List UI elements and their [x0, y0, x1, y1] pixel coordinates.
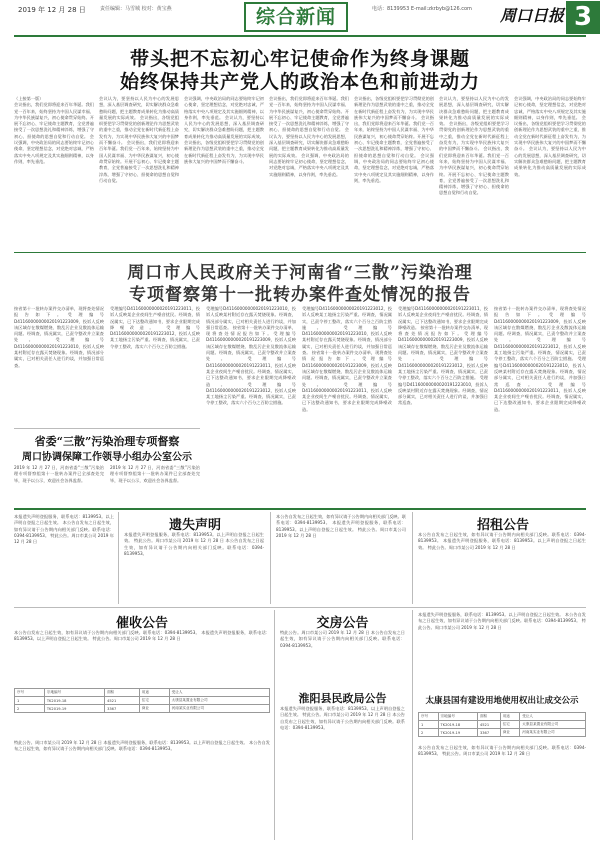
lead-para: 会议指出，各级党组织要把学习贯彻党的创新理论作为思想武装的重中之重，推动全党在新时代新征程上奋发有为，为实现中华民族伟大复兴的中国梦而不懈奋斗。: [99, 114, 179, 146]
collect-notice-title: 催收公告: [115, 616, 168, 631]
lead-para: 会议强调，中央政治局的同志要始终牢记初心使命，坚定理想信念，对党绝对忠诚，严格落实中央八项规定及其实施细则精神，以身作则，率先垂范。: [514, 96, 586, 120]
issue-date: 2019 年 12 月 28 日: [18, 6, 86, 14]
notice-rule: [14, 428, 200, 429]
lead-para: 会议强调，中央政治局的同志要始终牢记初心使命，坚定理想信念，对党绝对忠诚，严格落实中央八项规定及其实施细则精神，以身作则，率先垂范。: [14, 133, 94, 164]
lead-para: 会议强调，中央政治局的同志要始终牢记初心使命，坚定理想信念，对党绝对忠诚，严格落实中央八项规定及其实施细则精神，以身作则，率先垂范。: [269, 152, 349, 177]
ad-text: 本报遗失声明登报服务，联系电话：8139953。以上声明自登报之日起生效。: [14, 514, 114, 526]
table-header-cell: 面积: [477, 713, 500, 721]
ad-text: 特此公告。周口市某公司 2019 年 12 月 28 日: [280, 630, 370, 635]
ad-text: 特此公告。周口市某公司 2019 年 12 月 28 日: [92, 636, 181, 642]
ad-text: 本报遗失声明登报服务，联系电话：8139953。以上声明自登报之日起生效。: [14, 630, 270, 642]
classified-divider-2: [14, 607, 586, 608]
bid-notice-body: [418, 532, 586, 604]
table-cell: 2: [15, 705, 45, 713]
report-para: 受理编号D41160000000020191223011，投诉人反映某企业夜间生产噪音扰民。经调查，情况属实，已下达整改通知书，要求企业限期完成降噪改造。: [206, 356, 296, 387]
lead-column-3: [184, 96, 264, 246]
table-row: [419, 721, 586, 729]
lead-para: 会议认为，要坚持以人民为中心的发展思想，深入基层调查研究，切实解决群众急难愁盼问题，把主题教育成果转化为推动高质量发展的实际成效。: [269, 127, 349, 158]
report-column-3: [206, 306, 296, 506]
lead-para: 会议指出，我们党即将迎来百年华诞。我们党一百年来，始终坚持为中国人民谋幸福、为中华民族谋复兴，初心使命贯穿始终。开展不忘初心、牢记使命主题教育，全党普遍接受了一次思想洗礼和精神淬炼，增强了守初心、担使命的思想自觉和行动自觉。: [269, 96, 349, 133]
ad-text: 本报遗失声明登报服务，联系电话：8139953。以上声明自登报之日起生效。: [124, 532, 264, 544]
table-cell: TK2019-19: [44, 705, 104, 713]
ad-text: 本报遗失声明登报服务，联系电话：8139953。以上声明自登报之日起生效。: [418, 612, 564, 617]
collect-table: [14, 688, 270, 713]
ad-text: 本公告自发布之日起生效，如有异议请于公告期内向相关部门反映。联系电话：0394-8139953。: [280, 712, 405, 730]
report-para: 受理编号D41160000000020191223011，投诉人反映某企业夜间生产噪音扰民。经调查，情况属实，已下达整改通知书，要求企业限期完成降噪改造。: [110, 306, 200, 330]
table-header-cell: 用途: [139, 689, 169, 697]
lead-para: 会议认为，要坚持以人民为中心的发展思想，深入基层调查研究，切实解决群众急难愁盼问题，把主题教育成果转化为推动高质量发展的实际成效。: [514, 146, 586, 177]
ad-text: 特此公告。周口市某公司 2019 年 12 月 28 日: [14, 740, 102, 745]
report-title-line1: 周口市人民政府关于河南省“三散”污染治理: [127, 263, 473, 283]
land-table: [418, 712, 586, 737]
column-rule: [270, 512, 271, 604]
newspaper-logo: 周口日报: [500, 6, 565, 25]
lead-intro: （上接第一版）: [14, 96, 44, 101]
table-header-cell: 用途: [500, 713, 520, 721]
table-cell: TK2019-18: [44, 697, 104, 705]
ad-text: 本公告自发布之日起生效，如有异议请于公告期内向相关部门反映。联系电话：0394-8139953。: [276, 514, 406, 526]
office-notice-text: 2019 年 12 月 27 日，河南省委“三散”污染治理专项督察组第十一批转办案件已全部查处完毕，现予以公示，欢迎社会各界监督。: [14, 465, 104, 483]
table-header-cell: 面积: [105, 689, 140, 697]
ad-text: 本公告自发布之日起生效，如有异议请于公告期内向相关部门反映。联系电话：0394-8139953。: [280, 630, 405, 648]
table-cell: 河南某实业有限公司: [520, 729, 586, 737]
lead-para: 会议指出，我们党即将迎来百年华诞。我们党一百年来，始终坚持为中国人民谋幸福、为中华民族谋复兴，初心使命贯穿始终。开展不忘初心、牢记使命主题教育，全党普遍接受了一次思想洗礼和精神淬炼，增强了守初心、担使命的思想自觉和行动自觉。: [439, 146, 509, 196]
ad-text: 本公告自发布之日起生效，如有异议请于公告期内向相关部门反映。联系电话：0394-8139953。: [14, 630, 200, 635]
lead-para: 会议强调，中央政治局的同志要始终牢记初心使命，坚定理想信念，对党绝对忠诚，严格落实中央八项规定及其实施细则精神，以身作则，率先垂范。: [354, 152, 434, 183]
bid-notice-title: 招租公告: [476, 518, 529, 533]
table-header-cell: 序号: [419, 713, 439, 721]
report-para: 按省第十一批转办案件交办清单，现将查处情况报告如下。受理编号D41160000000020191223009，投诉人反映该区域存在散煤燃烧、散乱污企业及散流体运输问题。经调查，情况属实，已责令整改并立案查处。: [302, 350, 392, 387]
lost-notice-title: 遗失声明: [168, 518, 221, 533]
lead-column-4: [269, 96, 349, 246]
report-para: 受理编号D41160000000020191223012，投诉人反映某工地扬尘污染严重。经调查，情况属实，已责令停工整改，落实六个百分之百防尘措施。: [110, 324, 200, 349]
lead-title-line1: 带头把不忘初心牢记使命作为终身课题: [129, 48, 470, 70]
ad-text: 本公告自发布之日起生效，如有异议请于公告期内向相关部门反映。联系电话：0394-8139953。: [14, 740, 270, 752]
report-para: 受理编号D41160000000020191223011，投诉人反映某企业夜间生产噪音扰民。经调查，情况属实，已下达整改通知书，要求企业限期完成降噪改造。: [398, 306, 488, 330]
table-header-row: [15, 689, 270, 697]
column-rule: [118, 512, 119, 604]
civil-notice-body: [280, 706, 405, 836]
lead-para: 会议强调，中央政治局的同志要始终牢记初心使命，坚定理想信念，对党绝对忠诚，严格落实中央八项规定及其实施细则精神，以身作则，率先垂范。: [184, 96, 264, 120]
column-rule: [412, 610, 413, 840]
report-para: 受理编号D41160000000020191223010，投诉人反映某村附近存在露天焚烧现象。经调查，情况部分属实，已对相关责任人进行约谈，并加强日常巡查。: [398, 375, 488, 406]
lead-column-5: [354, 96, 434, 246]
report-para: 受理编号D41160000000020191223010，投诉人反映某村附近存在露天焚烧现象。经调查，情况部分属实，已对相关责任人进行约谈，并加强日常巡查。: [302, 324, 392, 356]
report-column-6: [494, 306, 586, 506]
ad-text: 特此公告。周口市某公司 2019 年 12 月 28 日: [14, 532, 114, 545]
transfer-notice-title: 交房公告: [316, 616, 369, 631]
table-cell: 2: [419, 729, 439, 737]
report-column-2: [110, 306, 200, 424]
table-cell: 河南某实业有限公司: [169, 705, 269, 713]
table-header-cell: 受让人: [169, 689, 269, 697]
report-para: 受理编号D41160000000020191223012，投诉人反映某工地扬尘污染严重。经调查，情况属实，已责令停工整改，落实六个百分之百防尘措施。: [398, 356, 488, 381]
ad-text: 特此公告。周口市某公司 2019 年 12 月 28 日: [276, 526, 406, 538]
office-notice-title2: 周口协调保障工作领导小组办公室公示: [22, 452, 192, 463]
bid-notice-continued: [418, 612, 586, 692]
ad-text: 特此公告。周口市某公司 2019 年 12 月 28 日: [427, 544, 516, 550]
land-notice-body: [418, 745, 586, 835]
table-cell: 4521: [105, 697, 140, 705]
report-para: 按省第十一批转办案件交办清单，现将查处情况报告如下。受理编号D41160000000020191223009，投诉人反映该区域存在散煤燃烧、散乱污企业及散流体运输问题。经调查，情况属实，已责令整改并立案查处。: [206, 324, 296, 362]
transfer-notice-body: [280, 630, 405, 680]
lead-para: 会议指出，我们党即将迎来百年华诞。我们党一百年来，始终坚持为中国人民谋幸福、为中华民族谋复兴，初心使命贯穿始终。开展不忘初心、牢记使命主题教育，全党普遍接受了一次思想洗礼和精神淬炼，增强了守初心、担使命的思想自觉和行动自觉。: [14, 102, 94, 139]
lead-column-1: [14, 96, 94, 246]
table-cell: 1: [419, 721, 439, 729]
column-rule: [274, 610, 275, 840]
table-header-cell: 宗地编号: [44, 689, 104, 697]
lead-para: 会议指出，各级党组织要把学习贯彻党的创新理论作为思想武装的重中之重，推动全党在新时代新征程上奋发有为，为实现中华民族伟大复兴的中国梦而不懈奋斗。: [354, 96, 434, 120]
ad-text: 特此公告。周口市某公司 2019 年 12 月 28 日: [418, 618, 586, 630]
ad-text: 特此公告。周口市某公司 2019 年 12 月 28 日: [134, 538, 225, 544]
lost-notice-body: [124, 532, 264, 604]
section-title: 综合新闻: [244, 2, 348, 32]
report-para: 受理编号D41160000000020191223010，投诉人反映某村附近存在露天焚烧现象。经调查，情况部分属实，已对相关责任人进行约谈，并加强日常巡查。: [206, 306, 296, 330]
table-header-cell: 宗地编号: [438, 713, 477, 721]
ad-text: 本公告自发布之日起生效，如有异议请于公告期内向相关部门反映。联系电话：0394-8139953。: [124, 538, 264, 556]
table-row: [15, 705, 270, 713]
ad-column-1: [14, 514, 114, 604]
lead-para: 会议指出，各级党组织要把学习贯彻党的创新理论作为思想武装的重中之重，推动全党在新时代新征程上奋发有为，为实现中华民族伟大复兴的中国梦而不懈奋斗。: [514, 114, 586, 152]
office-notice-title1: 省委“三散”污染治理专项督察: [34, 435, 180, 448]
ad-text: 本公告自发布之日起生效，如有异议请于公告期内向相关部门反映。联系电话：0394-8139953。: [14, 520, 114, 538]
table-cell: 商业: [139, 705, 169, 713]
ad-column-3: [276, 514, 406, 604]
office-notice-text: 2019 年 12 月 27 日，河南省委“三散”污染治理专项督察组第十一批转办案件已全部查处完毕，现予以公示，欢迎社会各界监督。: [110, 465, 200, 483]
editor-info: 责任编辑：马雪城 校对：黄宝燕: [100, 6, 172, 12]
table-cell: 商业: [500, 729, 520, 737]
lead-para: 会议指出，我们党即将迎来百年华诞。我们党一百年来，始终坚持为中国人民谋幸福、为中华民族谋复兴，初心使命贯穿始终。开展不忘初心、牢记使命主题教育，全党普遍接受了一次思想洗礼和精神淬炼，增强了守初心、担使命的思想自觉和行动自觉。: [354, 114, 434, 158]
table-row: [419, 729, 586, 737]
page-header: [0, 0, 600, 36]
ad-text: 特此公告。周口市某公司 2019 年 12 月 28 日: [442, 751, 531, 757]
report-para: 受理编号D41160000000020191223011，投诉人反映某企业夜间生产噪音扰民。经调查，情况属实，已下达整改通知书，要求企业限期完成降噪改造。: [494, 381, 586, 412]
lead-para: 会议认为，要坚持以人民为中心的发展思想，深入基层调查研究，切实解决群众急难愁盼问题，把主题教育成果转化为推动高质量发展的实际成效。: [99, 96, 179, 120]
report-para: 按省第十一批转办案件交办清单，现将查处情况报告如下。受理编号D41160000000020191223009，投诉人反映该区域存在散煤燃烧、散乱污企业及散流体运输问题。经调查，情况属实，已责令整改并立案查处。: [14, 306, 104, 343]
section-divider: [14, 252, 586, 253]
report-para: 受理编号D41160000000020191223012，投诉人反映某工地扬尘污染严重。经调查，情况属实，已责令停工整改，落实六个百分之百防尘措施。: [302, 306, 392, 330]
lead-column-2: [99, 96, 179, 246]
lead-column-7: [514, 96, 586, 246]
ad-text: 本报遗失声明登报服务，联系电话：8139953。以上声明自登报之日起生效。: [418, 538, 586, 550]
lead-para: 会议认为，要坚持以人民为中心的发展思想，深入基层调查研究，切实解决群众急难愁盼问题，把主题教育成果转化为推动高质量发展的实际成效。: [439, 96, 509, 127]
ad-text: 特此公告。周口市某公司 2019 年 12 月 28 日: [302, 712, 391, 718]
report-para: 受理编号D41160000000020191223010，投诉人反映某村附近存在露天焚烧现象。经调查，情况部分属实，已对相关责任人进行约谈，并加强日常巡查。: [14, 337, 104, 368]
lead-para: 会议指出，各级党组织要把学习贯彻党的创新理论作为思想武装的重中之重，推动全党在新时代新征程上奋发有为，为实现中华民族伟大复兴的中国梦而不懈奋斗。: [439, 121, 509, 152]
report-title-line2: 专项督察第十一批转办案件查处情况的报告: [129, 285, 471, 305]
table-header-cell: 序号: [15, 689, 45, 697]
ad-text: 本公告自发布之日起生效，如有异议请于公告期内向相关部门反映。联系电话：0394-8139953。: [418, 612, 586, 624]
collect-notice-body: [14, 630, 270, 680]
header-rule: [14, 35, 586, 37]
table-cell: 4521: [477, 721, 500, 729]
ad-text: 本公告自发布之日起生效，如有异议请于公告期内向相关部门反映。联系电话：0394-8139953。: [418, 532, 586, 544]
table-cell: TK2019-19: [438, 729, 477, 737]
lead-para: 会议指出，我们党即将迎来百年华诞。我们党一百年来，始终坚持为中国人民谋幸福、为中华民族谋复兴，初心使命贯穿始终。开展不忘初心、牢记使命主题教育，全党普遍接受了一次思想洗礼和精神淬炼，增强了守初心、担使命的思想自觉和行动自觉。: [99, 140, 179, 183]
civil-notice-title: 淮阳县民政局公告: [298, 692, 387, 705]
report-para: 受理编号D41160000000020191223012，投诉人反映某工地扬尘污染严重。经调查，情况属实，已责令停工整改，落实六个百分之百防尘措施。: [206, 381, 296, 406]
report-para: 按省第十一批转办案件交办清单，现将查处情况报告如下。受理编号D41160000000020191223009，投诉人反映该区域存在散煤燃烧、散乱污企业及散流体运输问题。经调查，情况属实，已责令整改并立案查处。: [494, 306, 586, 343]
report-para: 受理编号D41160000000020191223012，投诉人反映某工地扬尘污染严重。经调查，情况属实，已责令停工整改，落实六个百分之百防尘措施。: [494, 337, 586, 362]
ad-text: 本公告自发布之日起生效，如有异议请于公告期内向相关部门反映。联系电话：0394-8139953。: [418, 745, 586, 757]
table-cell: 1: [15, 697, 45, 705]
contact-info: 电话：8139953 E-mail:zkrbyb@126.com: [372, 6, 472, 12]
lead-column-6: [439, 96, 509, 246]
report-column-4: [302, 306, 392, 506]
ad-text: 本报遗失声明登报服务，联系电话：8139953。以上声明自登报之日起生效。: [103, 740, 248, 745]
report-para: 按省第十一批转办案件交办清单，现将查处情况报告如下。受理编号D41160000000020191223009，投诉人反映该区域存在散煤燃烧、散乱污企业及散流体运输问题。经调查，情况属实，已责令整改并立案查处。: [398, 324, 488, 362]
table-cell: 住宅: [500, 721, 520, 729]
report-column-5: [398, 306, 488, 506]
page-number: 3: [566, 1, 600, 34]
collect-notice-footer: [14, 740, 270, 835]
office-notice-body-right: [110, 465, 200, 505]
office-notice-body-left: [14, 465, 104, 505]
land-notice-title: 太康县国有建设用地使用权出让成交公示: [425, 696, 579, 706]
table-header-row: [419, 713, 586, 721]
table-cell: 3367: [477, 729, 500, 737]
lead-para: 会议认为，要坚持以人民为中心的发展思想，深入基层调查研究，切实解决群众急难愁盼问题，把主题教育成果转化为推动高质量发展的实际成效。: [184, 114, 264, 139]
report-para: 受理编号D41160000000020191223010，投诉人反映某村附近存在露天焚烧现象。经调查，情况部分属实，已对相关责任人进行约谈，并加强日常巡查。: [494, 356, 586, 387]
ad-text: 本报遗失声明登报服务，联系电话：8139953。以上声明自登报之日起生效。: [280, 706, 405, 718]
table-cell: 住宅: [139, 697, 169, 705]
lead-para: 会议指出，各级党组织要把学习贯彻党的创新理论作为思想武装的重中之重，推动全党在新时代新征程上奋发有为，为实现中华民族伟大复兴的中国梦而不懈奋斗。: [184, 140, 264, 164]
table-cell: 太康县某置业有限公司: [169, 697, 269, 705]
lead-title-line2: 始终保持共产党人的政治本色和前进动力: [119, 71, 480, 93]
table-row: [15, 697, 270, 705]
report-para: 受理编号D41160000000020191223011，投诉人反映某企业夜间生产噪音扰民。经调查，情况属实，已下达整改通知书，要求企业限期完成降噪改造。: [302, 381, 392, 412]
column-rule: [412, 512, 413, 604]
table-cell: 3367: [105, 705, 140, 713]
table-cell: 太康县某置业有限公司: [520, 721, 586, 729]
table-header-cell: 受让人: [520, 713, 586, 721]
report-column-1: [14, 306, 104, 424]
table-cell: TK2019-18: [438, 721, 477, 729]
ad-text: 本报遗失声明登报服务，联系电话：8139953。以上声明自登报之日起生效。: [276, 520, 406, 532]
classified-divider: [14, 508, 586, 510]
